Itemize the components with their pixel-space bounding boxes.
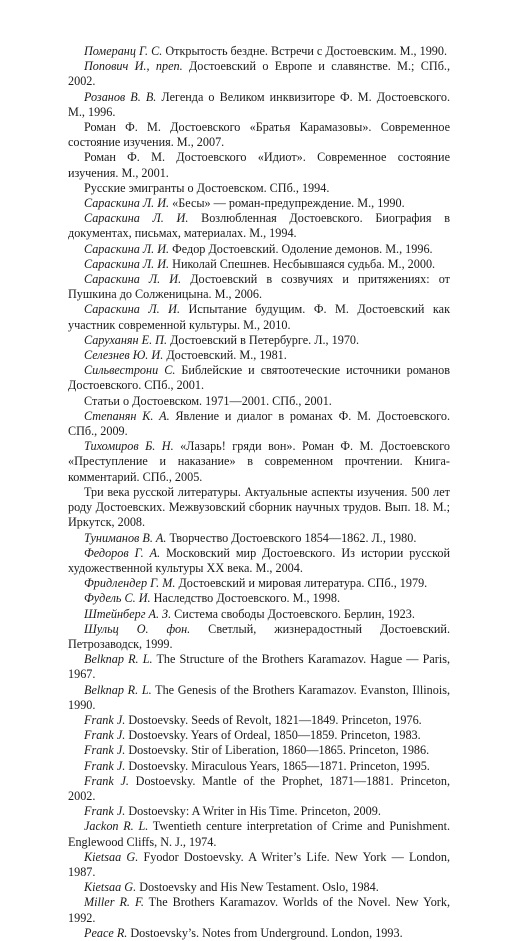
- entry-text: Легенда о Великом инквизиторе Ф. М. Достоевского. М., 1996.: [68, 89, 450, 119]
- entry-text: Достоевский. М., 1981.: [163, 348, 287, 363]
- entry-author: Frank J.: [84, 712, 126, 727]
- entry-text: Явление и диалог в романах Ф. М. Достоевского. СПб., 2009.: [68, 408, 451, 439]
- entry-text: Система свободы Достоевского. Берлин, 1923.: [171, 606, 415, 621]
- entry-text: «Лазарь! гряди вон». Роман Ф. М. Достоевского «Преступление и наказание» в современном прочтении. Книга-комментарий. СПб., 2005.: [68, 439, 450, 484]
- bibliography-entry: [68, 363, 450, 393]
- bibliography-entry: [68, 728, 450, 743]
- entry-text: Dostoevsky. Mantle of the Prophet, 1871—1881. Princeton, 2002.: [68, 773, 450, 803]
- bibliography-entry: [68, 531, 450, 546]
- bibliography-entry: [68, 44, 450, 59]
- entry-text: Статьи о Достоевском. 1971—2001. СПб., 2001.: [84, 393, 332, 408]
- entry-text: Dostoevsky. Seeds of Revolt, 1821—1849. Princeton, 1976.: [125, 712, 422, 727]
- bibliography-entry: [68, 196, 450, 211]
- bibliography-entry: [68, 591, 450, 606]
- entry-text: Fyodor Dostoevsky. A Writer’s Life. New York — London, 1987.: [68, 849, 450, 879]
- entry-author: Сараскина Л. И.: [84, 302, 181, 317]
- entry-author: Шульц О. фон.: [84, 621, 191, 636]
- entry-author: Сараскина Л. И.: [84, 196, 170, 211]
- entry-text: Светлый, жизнерадостный Достоевский. Петрозаводск, 1999.: [68, 621, 450, 651]
- entry-author: Штейнберг А. З.: [84, 606, 172, 621]
- entry-author: Peace R.: [84, 925, 128, 940]
- entry-author: Фридлендер Г. М.: [84, 576, 176, 591]
- bibliography-entry: [68, 683, 450, 713]
- bibliography-entry: [68, 576, 450, 591]
- bibliography-entry: [68, 804, 450, 819]
- entry-author: Сильвестрони С.: [84, 363, 176, 378]
- entry-text: Достоевский о Европе и славянстве. М.; СПб., 2002.: [68, 59, 451, 89]
- entry-author: Розанов В. В.: [84, 89, 157, 104]
- entry-author: Frank J.: [84, 758, 126, 773]
- bibliography-entry: [68, 759, 450, 774]
- entry-text: Открытость бездне. Встречи с Достоевским. М., 1990.: [162, 44, 448, 58]
- entry-author: Jackon R. L.: [84, 819, 149, 834]
- bibliography-entry: [68, 713, 450, 728]
- bibliography-entry: [68, 59, 450, 89]
- bibliography-entry: [68, 90, 450, 120]
- entry-author: Belknap R. L.: [84, 652, 153, 667]
- entry-author: Frank J.: [84, 773, 129, 788]
- entry-text: Наследство Достоевского. М., 1998.: [150, 591, 341, 606]
- entry-text: «Бесы» — роман-предупреждение. М., 1990.: [169, 196, 405, 211]
- bibliography-entry: [68, 546, 450, 576]
- bibliography-entry: [68, 607, 450, 622]
- bibliography-entry: [68, 394, 450, 409]
- entry-author: Сараскина Л. И.: [84, 241, 170, 256]
- entry-author: Frank J.: [84, 728, 126, 743]
- entry-text: Dostoevsky and His New Testament. Oslo, 1984.: [136, 880, 379, 895]
- entry-text: Московский мир Достоевского. Из истории русской художественной культуры XX века. М., 2004.: [68, 545, 450, 575]
- bibliography-entry: [68, 120, 450, 150]
- bibliography-entry: [68, 409, 450, 439]
- entry-text: The Brothers Karamazov. Worlds of the Novel. New York, 1992.: [68, 895, 451, 925]
- bibliography-entry: [68, 743, 450, 758]
- entry-author: Kietsaa G.: [84, 849, 139, 864]
- bibliography-entry: [68, 819, 450, 849]
- bibliography-entry: [68, 926, 450, 941]
- bibliography-entry: [68, 181, 450, 196]
- entry-author: Frank J.: [84, 743, 126, 758]
- entry-text: Достоевский и мировая литература. СПб., 1979.: [175, 576, 428, 591]
- entry-text: Испытание будущим. Ф. М. Достоевский как участник современной культуры. М., 2010.: [68, 302, 450, 332]
- bibliography-entry: [68, 333, 450, 348]
- entry-text: Dostoevsky. Miraculous Years, 1865—1871. Princeton, 1995.: [125, 758, 430, 773]
- bibliography-entry: [68, 348, 450, 363]
- bibliography-entry: [68, 211, 450, 241]
- entry-text: Библейские и святоотеческие источники романов Достоевского. СПб., 2001.: [68, 363, 450, 393]
- entry-author: Сараскина Л. И.: [84, 256, 170, 271]
- entry-text: Николай Спешнев. Несбывшаяся судьба. М., 2000.: [169, 256, 436, 271]
- entry-author: Селезнев Ю. И.: [84, 348, 164, 363]
- entry-author: Frank J.: [84, 804, 126, 819]
- bibliography-entry: [68, 622, 450, 652]
- bibliography-entry: [68, 880, 450, 895]
- entry-author: Сараскина Л. И.: [84, 272, 182, 287]
- entry-text: Dostoevsky’s. Notes from Underground. London, 1993.: [127, 925, 403, 940]
- entry-author: Тихомиров Б. Н.: [84, 439, 174, 454]
- entry-text: Федор Достоевский. Одоление демонов. М., 1996.: [169, 241, 433, 256]
- entry-author: Фудель С. И.: [84, 591, 151, 606]
- entry-author: Саруханян Е. П.: [84, 332, 168, 347]
- bibliography-entry: [68, 150, 450, 180]
- bibliography-page: [68, 44, 450, 941]
- bibliography-entry: [68, 485, 450, 531]
- entry-text: Dostoevsky. Stir of Liberation, 1860—1865. Princeton, 1986.: [125, 743, 430, 758]
- entry-text: Роман Ф. М. Достоевского «Братья Карамазовы». Современное состояние изучения. М., 2007.: [68, 120, 450, 150]
- bibliography-entry: [68, 850, 450, 880]
- bibliography-entry: [68, 242, 450, 257]
- entry-text: Достоевский в Петербурге. Л., 1970.: [167, 332, 360, 347]
- entry-author: Сараскина Л. И.: [84, 211, 189, 226]
- bibliography-entry: [68, 272, 450, 302]
- entry-author: Belknap R. L.: [84, 682, 152, 697]
- bibliography-entry: [68, 439, 450, 485]
- bibliography-entry: [68, 895, 450, 925]
- entry-author: Попович И., преп.: [84, 59, 183, 74]
- entry-text: Творчество Достоевского 1854—1862. Л., 1980.: [166, 530, 417, 545]
- entry-author: Померанц Г. С.: [84, 44, 163, 58]
- entry-text: Три века русской литературы. Актуальные аспекты изучения. 500 лет роду Достоевских. Межвузовский сборник научных трудов. Вып. 18. М.; Иркутск, 2008.: [68, 484, 450, 530]
- entry-author: Степанян К. А.: [84, 408, 170, 423]
- bibliography-entry: [68, 302, 450, 332]
- entry-text: The Structure of the Brothers Karamazov. Hague — Paris, 1967.: [68, 652, 450, 682]
- bibliography-entry: [68, 652, 450, 682]
- entry-author: Kietsaa G.: [84, 880, 137, 895]
- entry-text: Dostoevsky: A Writer in His Time. Princeton, 2009.: [125, 804, 381, 819]
- entry-text: Русские эмигранты о Достоевском. СПб., 1994.: [84, 180, 330, 195]
- entry-text: Twentieth centure interpretation of Crime and Punishment. Englewood Cliffs, N. J., 1974.: [68, 819, 451, 849]
- bibliography-entry: [68, 257, 450, 272]
- entry-text: Роман Ф. М. Достоевского «Идиот». Современное состояние изучения. М., 2001.: [68, 150, 450, 180]
- entry-text: Dostoevsky. Years of Ordeal, 1850—1859. Princeton, 1983.: [125, 728, 421, 743]
- entry-text: Достоевский в созвучиях и притяжениях: от Пушкина до Солженицына. М., 2006.: [68, 272, 450, 302]
- entry-author: Miller R. F.: [84, 895, 144, 910]
- entry-author: Федоров Г. А.: [84, 545, 161, 560]
- entry-text: The Genesis of the Brothers Karamazov. Evanston, Illinois, 1990.: [68, 682, 450, 712]
- entry-author: Туниманов В. А.: [84, 530, 167, 545]
- entry-text: Возлюбленная Достоевского. Биография в документах, письмах, материалах. М., 1994.: [68, 211, 450, 241]
